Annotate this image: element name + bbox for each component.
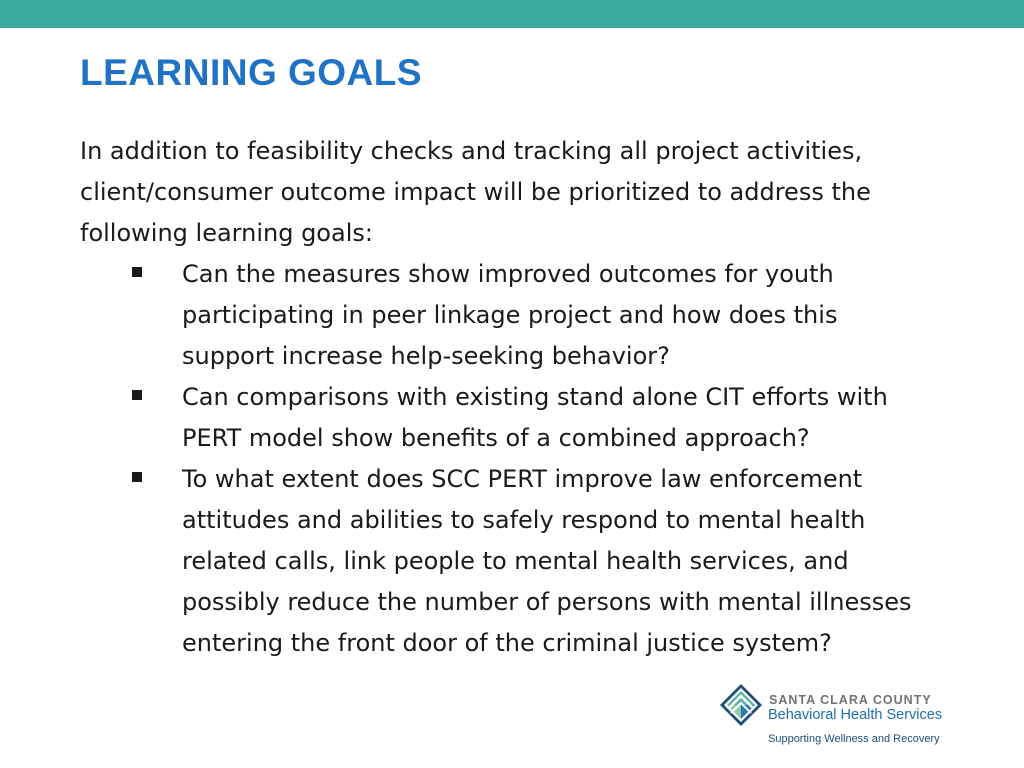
bullet-line: related calls, link people to mental health services, and — [182, 547, 849, 575]
diamond-logo-icon — [718, 682, 764, 728]
learning-goal-item — [80, 377, 1000, 459]
slide-title: LEARNING GOALS — [80, 52, 423, 93]
bullet-line: To what extent does SCC PERT improve law enforcement — [182, 465, 863, 493]
bullet-line: attitudes and abilities to safely respond to mental health — [182, 506, 866, 534]
bullet-line: possibly reduce the number of persons with mental illnesses — [182, 588, 912, 616]
bullet-line: entering the front door of the criminal justice system? — [182, 629, 832, 657]
intro-line: In addition to feasibility checks and tracking all project activities, — [80, 137, 863, 165]
learning-goal-item — [80, 254, 1000, 377]
bullet-line: support increase help-seeking behavior? — [182, 342, 670, 370]
square-bullet-icon — [132, 390, 142, 400]
logo-tagline: Supporting Wellness and Recovery — [768, 733, 940, 745]
intro-paragraph — [80, 131, 1000, 254]
square-bullet-icon — [132, 472, 142, 482]
bullet-line: Can comparisons with existing stand alone CIT efforts with — [182, 383, 888, 411]
bullet-line: Can the measures show improved outcomes for youth — [182, 260, 834, 288]
bullet-line: PERT model show benefits of a combined approach? — [182, 424, 810, 452]
learning-goals-list — [80, 254, 1000, 664]
bullet-line: participating in peer linkage project and how does this — [182, 301, 838, 329]
intro-line: following learning goals: — [80, 219, 373, 247]
learning-goal-item — [80, 459, 1000, 664]
scc-bhs-logo — [718, 682, 988, 754]
logo-org-line1: SANTA CLARA COUNTY — [769, 693, 932, 707]
square-bullet-icon — [132, 267, 142, 277]
logo-org-line2: Behavioral Health Services — [768, 707, 943, 723]
top-accent-bar — [0, 0, 1024, 28]
intro-line: client/consumer outcome impact will be prioritized to address the — [80, 178, 871, 206]
